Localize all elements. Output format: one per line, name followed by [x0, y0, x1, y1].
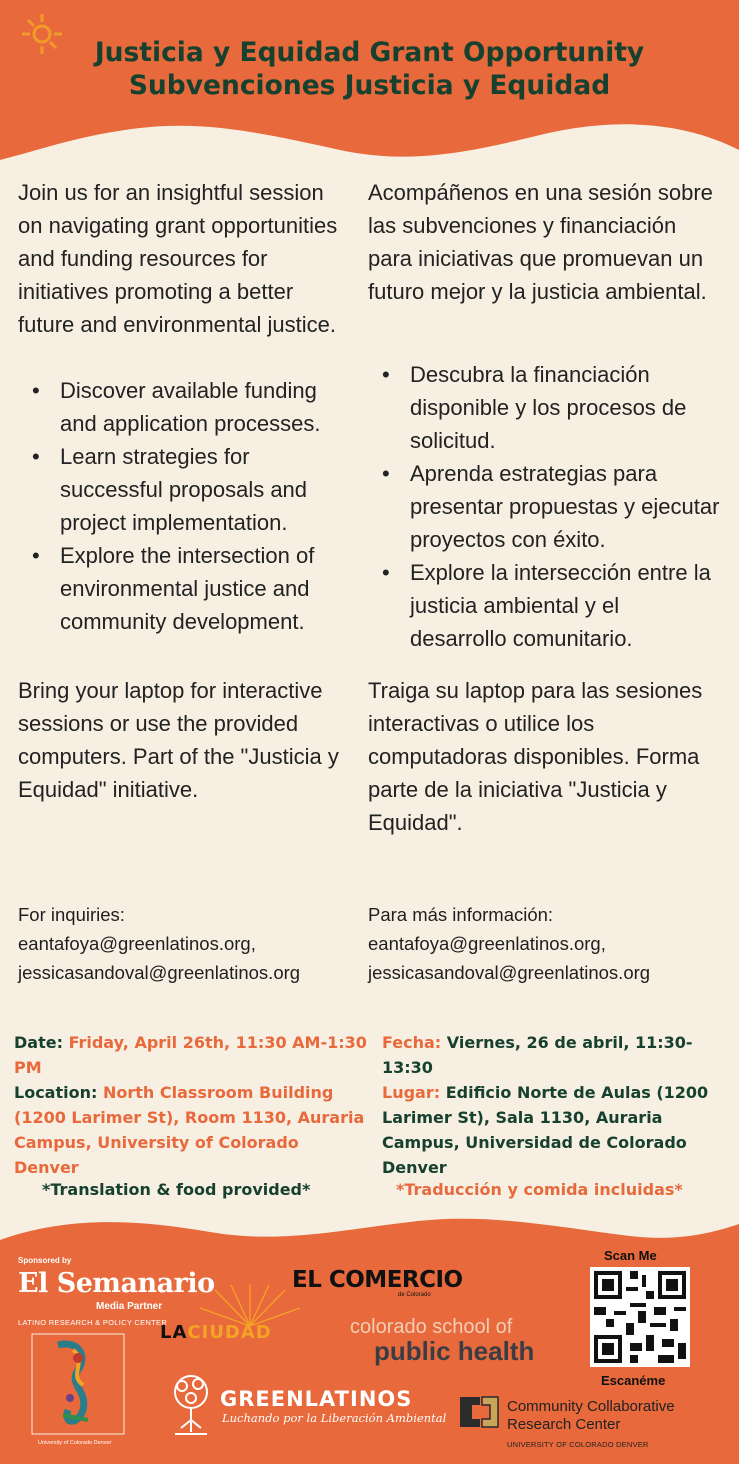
- list-item: • Descubra la financiación disponible y los procesos de solicitud.: [368, 358, 720, 457]
- location-label: Location:: [14, 1083, 98, 1102]
- list-item: • Learn strategies for successful proposals and project implementation.: [18, 440, 348, 539]
- email-link[interactable]: jessicasandoval@greenlatinos.org: [18, 962, 301, 983]
- escaneme-label: Escanéme: [601, 1373, 666, 1388]
- greenlatinos-tagline: Luchando por la Liberación Ambiental: [222, 1411, 447, 1425]
- list-item: • Discover available funding and application processes.: [18, 374, 348, 440]
- bullet-list: [18, 374, 348, 674]
- contact-label: Para más información:: [368, 904, 554, 925]
- title-english: Justicia y Equidad Grant Opportunity: [94, 37, 645, 68]
- location-value: Edificio Norte de Aulas (1200 Larimer St), Sala 1130, Auraria Campus, Universidad de Colorado Denver: [382, 1083, 709, 1177]
- csph-logo-line1: colorado school of: [350, 1316, 513, 1338]
- intro-text: Join us for an insightful session on navigating grant opportunities and funding resources for initiatives promoting a better future and environmental justice.: [18, 180, 338, 337]
- el-comercio-logo: EL COMERCIO: [292, 1267, 463, 1293]
- el-semanario-logo: El Semanario: [18, 1268, 215, 1299]
- laptop-text: Bring your laptop for interactive sessions or use the provided computers. Part of the "Justicia y Equidad" initiative.: [18, 678, 339, 802]
- email-link[interactable]: jessicasandoval@greenlatinos.org: [368, 962, 651, 983]
- scan-me-label: Scan Me: [604, 1248, 657, 1263]
- contact-english: [18, 900, 358, 987]
- intro-text: Acompáñenos en una sesión sobre las subvenciones y financiación para iniciativas que promuevan un futuro mejor y la justicia ambiental.: [368, 180, 713, 304]
- ccrc-sub: UNIVERSITY OF COLORADO DENVER: [507, 1440, 649, 1449]
- date-value: Viernes, 26 de abril, 11:30-13:30: [382, 1033, 693, 1077]
- el-comercio-sub: de Colorado: [398, 1292, 431, 1298]
- sunrise-icon: [195, 1282, 305, 1326]
- email-link[interactable]: eantafoya@greenlatinos.org,: [368, 933, 606, 954]
- contact-label: For inquiries:: [18, 904, 125, 925]
- list-item: • Aprenda estrategias para presentar propuestas y ejecutar proyectos con éxito.: [368, 457, 720, 556]
- sponsor-label: Sponsored by: [18, 1256, 72, 1265]
- qr-code-icon[interactable]: [590, 1267, 690, 1367]
- media-partner-label: Media Partner: [96, 1301, 163, 1312]
- date-value: Friday, April 26th, 11:30 AM-1:30 PM: [14, 1033, 367, 1077]
- list-item: • Explore the intersection of environmental justice and community development.: [18, 539, 348, 638]
- greenlatinos-logo: GREENLATINOS: [220, 1387, 413, 1411]
- contact-spanish: [368, 900, 728, 987]
- bullet-list: [368, 358, 720, 674]
- location-label: Lugar:: [382, 1083, 441, 1102]
- ucd-label: University of Colorado Denver: [38, 1440, 112, 1446]
- english-column: [18, 176, 348, 806]
- translation-note: *Translation & food provided*: [42, 1180, 311, 1199]
- ccrc-logo: Community Collaborative Research Center: [507, 1398, 675, 1433]
- lrpc-logo: LATINO RESEARCH & POLICY CENTER: [18, 1318, 168, 1327]
- translation-note: *Traducción y comida incluidas*: [396, 1180, 683, 1199]
- spanish-column: [368, 176, 720, 839]
- date-label: Fecha:: [382, 1033, 442, 1052]
- artwork-icon: [28, 1330, 128, 1438]
- list-item: • Explore la intersección entre la justicia ambiental y el desarrollo comunitario.: [368, 556, 720, 655]
- tree-icon: [165, 1370, 217, 1440]
- csph-logo-line2: public health: [374, 1336, 535, 1366]
- email-link[interactable]: eantafoya@greenlatinos.org,: [18, 933, 256, 954]
- cu-logo-icon: [458, 1393, 500, 1431]
- date-label: Date:: [14, 1033, 63, 1052]
- location-value: North Classroom Building (1200 Larimer St), Room 1130, Auraria Campus, University of Colorado Denver: [14, 1083, 365, 1177]
- event-details-english: [14, 1030, 369, 1180]
- laptop-text: Traiga su laptop para las sesiones interactivas o utilice los computadoras disponibles. Forma parte de la iniciativa "Justicia y Equidad".: [368, 678, 703, 835]
- event-details-spanish: [382, 1030, 732, 1180]
- la-ciudad-logo: LACIUDAD: [160, 1322, 272, 1343]
- title-spanish: Subvenciones Justicia y Equidad: [128, 70, 611, 101]
- page-title: [0, 36, 739, 102]
